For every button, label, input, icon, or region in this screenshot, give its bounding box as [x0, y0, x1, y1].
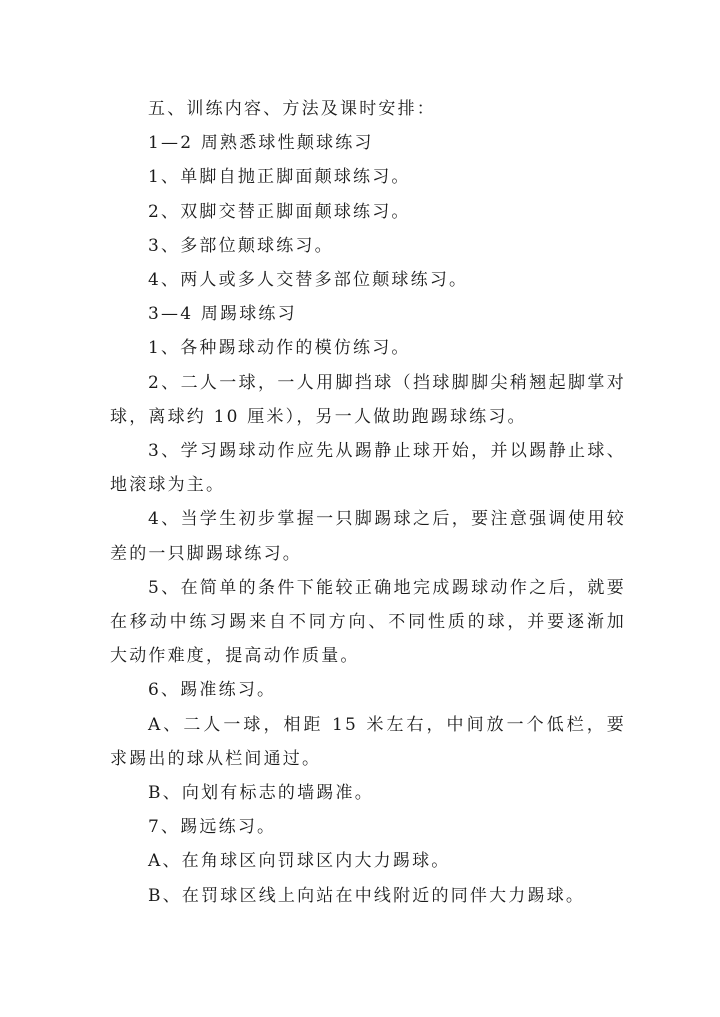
document-body: [110, 92, 626, 913]
sub-item: B、在罚球区线上向站在中线附近的同伴大力踢球。: [148, 885, 586, 906]
sub-item: B、向划有标志的墙踢准。: [148, 783, 374, 804]
list-item: 3、学习踢球动作应先从踢静止球开始，并以踢静止球、地滚球为主。: [110, 441, 626, 496]
list-item: 5、在简单的条件下能较正确地完成踢球动作之后，就要在移动中练习踢来自不同方向、不同性质的球，并要逐渐加大动作难度，提高动作质量。: [110, 577, 626, 667]
sub-item: A、二人一球，相距 15 米左右，中间放一个低栏，要求踢出的球从栏间通过。: [110, 714, 626, 769]
list-item: 4、当学生初步掌握一只脚踢球之后，要注意强调使用较差的一只脚踢球练习。: [110, 509, 626, 564]
week-heading-1-2: 1—2 周熟悉球性颠球练习: [148, 133, 374, 154]
list-item: 2、双脚交替正脚面颠球练习。: [148, 201, 411, 222]
list-item: 6、踢准练习。: [148, 680, 277, 701]
sub-item: A、在角球区向罚球区内大力踢球。: [148, 851, 451, 872]
list-item: 2、二人一球，一人用脚挡球（挡球脚脚尖稍翘起脚掌对球，离球约 10 厘米），另一人做助跑踢球练习。: [110, 372, 626, 427]
list-item: 1、单脚自抛正脚面颠球练习。: [148, 167, 411, 188]
list-item: 7、踢远练习。: [148, 817, 277, 838]
week-heading-3-4: 3—4 周踢球练习: [148, 304, 297, 325]
list-item: 1、各种踢球动作的模仿练习。: [148, 338, 411, 359]
section-heading: 五、训练内容、方法及课时安排：: [148, 99, 436, 119]
list-item: 4、两人或多人交替多部位颠球练习。: [148, 270, 469, 291]
list-item: 3、多部位颠球练习。: [148, 235, 334, 256]
